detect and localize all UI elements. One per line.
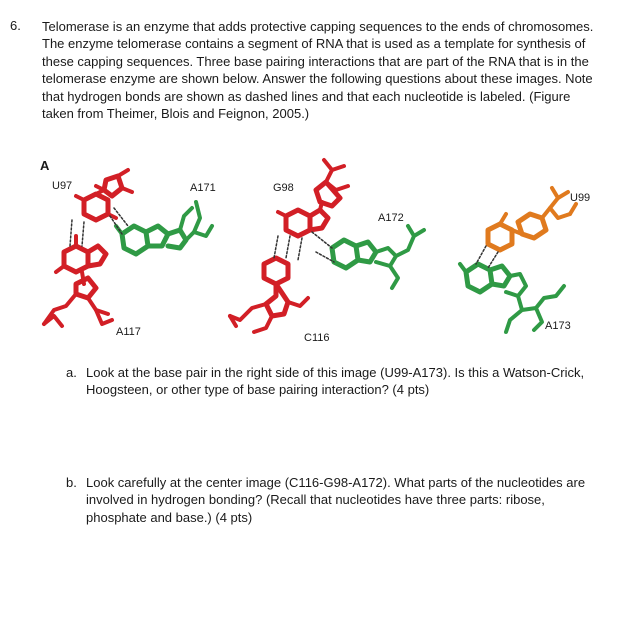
panel-letter: A bbox=[40, 158, 50, 173]
question-number: 6. bbox=[10, 18, 21, 33]
label-a117: A117 bbox=[116, 326, 141, 338]
subquestion-b bbox=[66, 474, 606, 530]
subquestion-a-letter: a. bbox=[66, 365, 77, 380]
subquestion-a bbox=[66, 364, 606, 404]
right-structure bbox=[460, 188, 576, 332]
label-g98: G98 bbox=[273, 182, 294, 194]
subquestion-b-letter: b. bbox=[66, 475, 77, 490]
label-a173: A173 bbox=[545, 320, 571, 332]
label-a172: A172 bbox=[378, 212, 404, 224]
subquestion-a-text: Look at the base pair in the right side of this image (U99-A173). Is this a Watson-Crick, Hoogsteen, or other type of base pairing interaction? (4 pts) bbox=[86, 365, 585, 398]
question-text: Telomerase is an enzyme that adds protective capping sequences to the ends of chromosomes. The enzyme telomerase contains a segment of RNA that is used as a template for synthesis of these capping sequences. Three base pairing interactions that are part of the RNA that is in the telomerase enzyme are shown below. Answer the following questions about these images. Note that hydrogen bonds are shown as dashed lines and that each nucleotide is labeled. (Figure taken from Theimer, Blois and Feignon, 2005.) bbox=[42, 19, 594, 122]
center-structure bbox=[230, 160, 424, 332]
left-structure bbox=[44, 170, 212, 326]
label-a171: A171 bbox=[190, 182, 216, 194]
label-u97: U97 bbox=[52, 180, 73, 192]
label-c116: C116 bbox=[304, 332, 330, 344]
subquestion-b-text: Look carefully at the center image (C116-G98-A172). What parts of the nucleotides are involved in hydrogen bonding? (Recall that nucleotides have three parts: ribose, phosphate and base.) (4 pts) bbox=[86, 475, 586, 525]
label-u99: U99 bbox=[570, 192, 591, 204]
